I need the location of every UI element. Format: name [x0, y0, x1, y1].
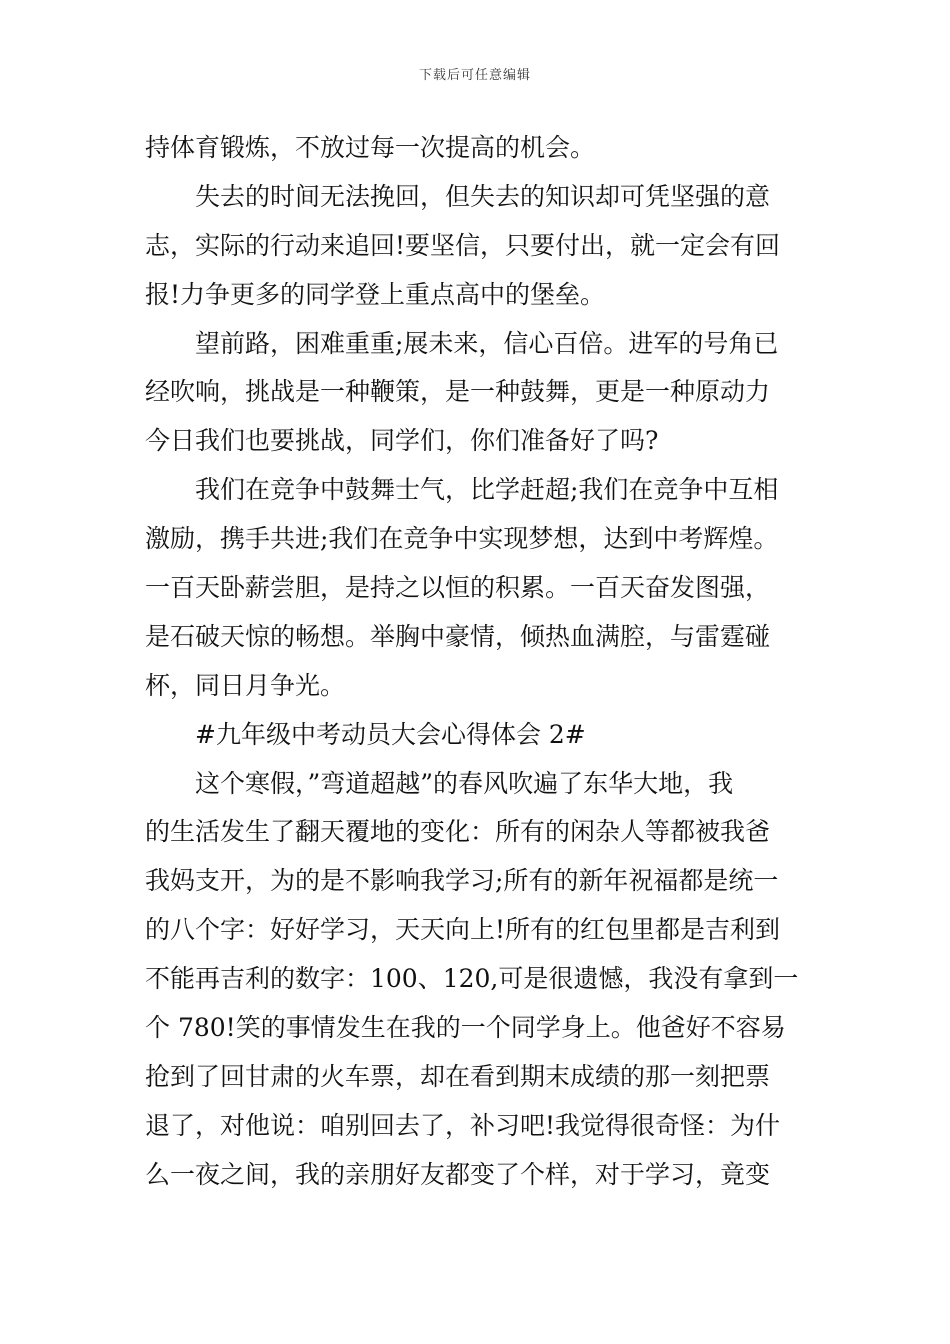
- text-line: 的八个字：好好学习，天天向上!所有的红包里都是吉利到: [145, 915, 781, 945]
- text-line: 个 780!笑的事情发生在我的一个同学身上。他爸好不容易: [145, 1013, 786, 1043]
- text-line: 我妈支开，为的是不影响我学习;所有的新年祝福都是统一: [145, 866, 779, 896]
- text-line: 今日我们也要挑战，同学们，你们准备好了吗?: [145, 426, 659, 456]
- text-line: 我们在竞争中鼓舞士气，比学赶超;我们在竞争中互相: [195, 475, 779, 505]
- text-line: 退了，对他说：咱别回去了，补习吧!我觉得很奇怪：为什: [145, 1110, 781, 1140]
- page-header: 下载后可任意编辑: [418, 68, 531, 83]
- text-line: 不能再吉利的数字：100、120,可是很遗憾，我没有拿到一: [145, 964, 799, 994]
- text-line: 是石破天惊的畅想。举胸中豪情，倾热血满腔，与雷霆碰: [145, 621, 771, 651]
- text-line: 一百天卧薪尝胆，是持之以恒的积累。一百天奋发图强，: [145, 573, 771, 603]
- text-line: 经吹响，挑战是一种鞭策，是一种鼓舞，更是一种原动力: [145, 377, 771, 407]
- text-line: 的生活发生了翻天覆地的变化：所有的闲杂人等都被我爸: [145, 817, 771, 847]
- text-line: 持体育锻炼，不放过每一次提高的机会。: [145, 133, 596, 162]
- text-line: 志，实际的行动来追回!要坚信，只要付出，就一定会有回: [145, 230, 781, 260]
- section-heading: #九年级中考动员大会心得体会 2#: [195, 719, 586, 749]
- document-body: [145, 124, 809, 1200]
- text-line: 杯，同日月争光。: [145, 670, 346, 700]
- text-line: 这个寒假，”弯道超越”的春风吹遍了东华大地，我: [195, 768, 734, 798]
- text-line: 激励，携手共进;我们在竞争中实现梦想，达到中考辉煌。: [145, 524, 779, 554]
- text-line: 抢到了回甘肃的火车票，却在看到期末成绩的那一刻把票: [145, 1061, 771, 1091]
- text-line: 么一夜之间，我的亲朋好友都变了个样，对于学习，竟变: [145, 1159, 771, 1189]
- text-line: 望前路，困难重重;展未来，信心百倍。进军的号角已: [195, 328, 779, 358]
- text-line: 失去的时间无法挽回，但失去的知识却可凭坚强的意: [195, 181, 771, 211]
- text-line: 报!力争更多的同学登上重点高中的堡垒。: [145, 279, 606, 309]
